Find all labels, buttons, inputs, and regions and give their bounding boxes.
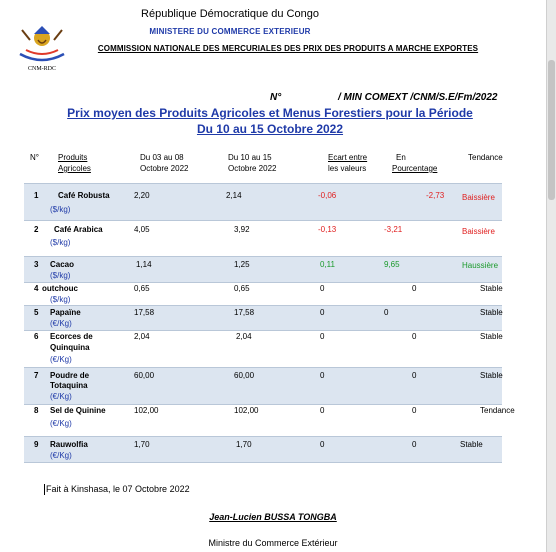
trend-value: Stable <box>480 371 503 380</box>
ecart-value: -0,13 <box>318 225 337 234</box>
row-number: 3 <box>34 260 39 269</box>
signatory-role: Ministre du Commerce Extérieur <box>208 538 338 548</box>
product-name-line2: Totaquina <box>50 381 88 390</box>
pct-value: 0 <box>412 440 417 449</box>
trend-value: Stable <box>460 440 483 449</box>
product-unit: (€/Kg) <box>50 319 72 328</box>
value-period1: 102,00 <box>134 406 159 415</box>
row-number: 9 <box>34 440 39 449</box>
table-row <box>24 329 502 367</box>
table-row <box>24 305 502 331</box>
product-unit: ($/kg) <box>50 238 71 247</box>
row-number: 2 <box>34 225 39 234</box>
value-period2: 3,92 <box>234 225 250 234</box>
col-period2-line2: Octobre 2022 <box>228 164 277 173</box>
ecart-value: 0 <box>320 284 325 293</box>
product-name: Papaïne <box>50 308 81 317</box>
table-row <box>24 436 502 463</box>
value-period1: 60,00 <box>134 371 155 380</box>
ecart-value: 0 <box>320 332 325 341</box>
table-row <box>24 220 502 256</box>
trend-value: Baissière <box>462 193 495 202</box>
table-header <box>0 150 546 180</box>
product-unit: ($/kg) <box>50 271 71 280</box>
text-cursor <box>44 484 45 495</box>
value-period2: 1,25 <box>234 260 250 269</box>
value-period1: 1,14 <box>136 260 152 269</box>
vertical-scrollbar[interactable] <box>546 0 556 552</box>
product-name: outchouc <box>42 284 78 293</box>
table-row <box>24 367 502 405</box>
value-period2: 17,58 <box>234 308 255 317</box>
table-row <box>24 281 502 305</box>
row-number: 1 <box>34 191 39 200</box>
trend-value: Stable <box>480 284 503 293</box>
reference-prefix: N° <box>270 92 282 103</box>
product-name-line2: Quinquina <box>50 343 90 352</box>
product-unit: (€/Kg) <box>50 392 72 401</box>
pct-value: 0 <box>412 284 417 293</box>
product-unit: (€/Kg) <box>50 419 72 428</box>
country-name: République Démocratique du Congo <box>141 8 319 20</box>
table-row <box>24 403 515 436</box>
pct-value: 9,65 <box>384 260 400 269</box>
col-num: N° <box>30 153 39 162</box>
logo-caption: CNM-RDC <box>27 66 56 72</box>
ecart-value: 0 <box>320 308 325 317</box>
trend-value: Baissière <box>462 227 495 236</box>
place-date: Fait à Kinshasa, le 07 Octobre 2022 <box>46 484 190 494</box>
table-row <box>24 256 502 283</box>
signatory-name: Jean-Lucien BUSSA TONGBA <box>209 512 337 522</box>
trend-value: Stable <box>480 332 503 341</box>
value-period2: 0,65 <box>234 284 250 293</box>
col-period2-line1: Du 10 au 15 <box>228 153 272 162</box>
doc-period: Du 10 au 15 Octobre 2022 <box>196 122 344 136</box>
value-period2: 60,00 <box>234 371 255 380</box>
pct-value: -3,21 <box>384 225 403 234</box>
ministry-name: MINISTERE DU COMMERCE EXTERIEUR <box>149 27 311 36</box>
trend-value: Stable <box>480 308 503 317</box>
value-period1: 2,20 <box>134 191 150 200</box>
value-period1: 1,70 <box>134 440 150 449</box>
product-name: Poudre de <box>50 371 90 380</box>
row-number: 5 <box>34 308 39 317</box>
trend-value: Tendance <box>480 406 515 415</box>
col-pct-line2: Pourcentage <box>392 164 438 173</box>
product-name: Cacao <box>50 260 75 269</box>
row-number: 7 <box>34 371 39 380</box>
pct-value: 0 <box>412 332 417 341</box>
commission-name: COMMISSION NATIONALE DES MERCURIALES DES PRIX DES PRODUITS A MARCHE EXPORTES <box>97 44 479 53</box>
pct-value: 0 <box>412 406 417 415</box>
pct-value: 0 <box>412 371 417 380</box>
row-number: 6 <box>34 332 39 341</box>
col-ecart-line2: les valeurs <box>328 164 367 173</box>
col-trend: Tendance <box>468 153 503 162</box>
product-name: Café Robusta <box>58 191 110 200</box>
col-period1-line2: Octobre 2022 <box>140 164 189 173</box>
ecart-value: 0 <box>320 371 325 380</box>
col-product: Produits Agricoles <box>58 153 91 173</box>
row-number: 8 <box>34 406 39 415</box>
product-unit: ($/kg) <box>50 205 71 214</box>
value-period1: 2,04 <box>134 332 150 341</box>
value-period1: 4,05 <box>134 225 150 234</box>
product-name: Sel de Quinine <box>50 406 106 415</box>
ecart-value: 0 <box>320 406 325 415</box>
row-number: 4 <box>34 284 39 293</box>
ecart-value: -0,06 <box>318 191 337 200</box>
ecart-value: 0,11 <box>320 260 335 269</box>
value-period1: 0,65 <box>134 284 150 293</box>
product-name: Rauwolfia <box>50 440 88 449</box>
col-ecart-line1: Ecart entre <box>328 153 368 162</box>
col-pct-line1: En <box>396 153 406 162</box>
reference-number: / MIN COMEXT /CNM/S.E/Fm/2022 <box>338 92 498 103</box>
value-period2: 102,00 <box>234 406 259 415</box>
product-name: Café Arabica <box>54 225 103 234</box>
value-period1: 17,58 <box>134 308 155 317</box>
product-unit: (€/Kg) <box>50 355 72 364</box>
trend-value: Haussière <box>462 261 499 270</box>
pct-value: 0 <box>384 308 389 317</box>
pct-value: -2,73 <box>426 191 445 200</box>
ecart-value: 0 <box>320 440 325 449</box>
product-unit: (€/Kg) <box>50 451 72 460</box>
value-period2: 2,14 <box>226 191 242 200</box>
value-period2: 2,04 <box>236 332 252 341</box>
product-name: Ecorces de <box>50 332 93 341</box>
scrollbar-thumb[interactable] <box>548 60 555 200</box>
table-row <box>24 183 502 221</box>
product-unit: ($/kg) <box>50 295 71 304</box>
col-period1-line1: Du 03 au 08 <box>140 153 184 162</box>
doc-title: Prix moyen des Produits Agricoles et Menus Forestiers pour la Période <box>67 106 473 120</box>
value-period2: 1,70 <box>236 440 252 449</box>
